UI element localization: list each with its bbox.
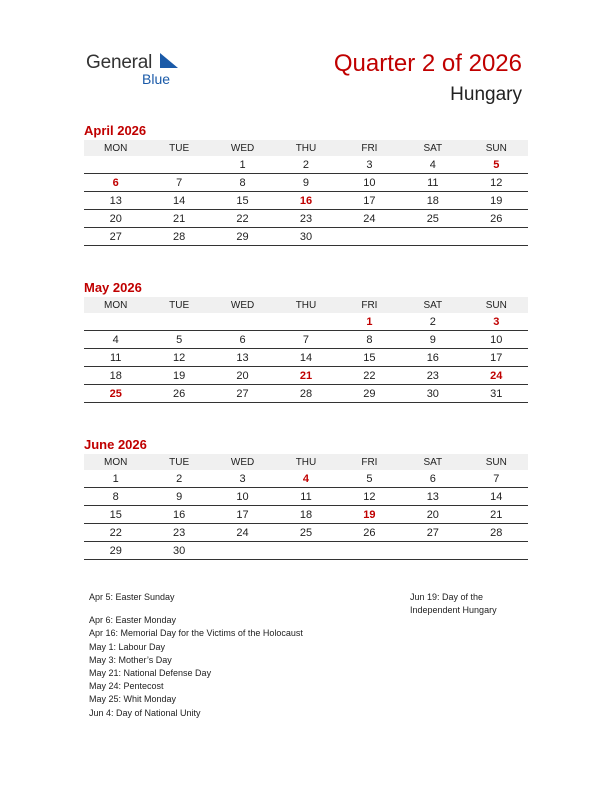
day-cell: 19 xyxy=(338,506,401,524)
day-cell: 4 xyxy=(401,156,464,174)
empty-day-cell xyxy=(465,542,528,560)
week-row xyxy=(84,524,528,542)
day-cell: 20 xyxy=(401,506,464,524)
empty-day-cell xyxy=(274,313,337,331)
day-cell: 22 xyxy=(211,210,274,228)
holiday-note: May 1: Labour Day xyxy=(89,641,166,652)
holiday-note: May 21: National Defense Day xyxy=(89,667,212,678)
day-cell: 26 xyxy=(147,385,210,403)
holiday-notes-list xyxy=(89,591,303,720)
day-cell: 8 xyxy=(338,331,401,349)
day-cell: 11 xyxy=(84,349,147,367)
holiday-note: Apr 6: Easter Monday xyxy=(89,615,177,626)
day-cell: 16 xyxy=(401,349,464,367)
day-cell: 4 xyxy=(274,470,337,488)
day-cell: 22 xyxy=(84,524,147,542)
day-cell: 4 xyxy=(84,331,147,349)
weekday-header: SUN xyxy=(465,454,528,470)
weekday-header: FRI xyxy=(338,297,401,313)
weekday-header: SAT xyxy=(401,454,464,470)
day-cell: 23 xyxy=(274,210,337,228)
day-cell: 25 xyxy=(84,385,147,403)
day-cell: 5 xyxy=(465,156,528,174)
day-cell: 8 xyxy=(211,174,274,192)
weekday-header: SUN xyxy=(465,140,528,156)
empty-day-cell xyxy=(147,156,210,174)
weekday-header: THU xyxy=(274,454,337,470)
holiday-note: Independent Hungary xyxy=(410,605,497,615)
day-cell: 3 xyxy=(211,470,274,488)
day-cell: 3 xyxy=(465,313,528,331)
day-cell: 24 xyxy=(465,367,528,385)
month-title: May 2026 xyxy=(84,280,142,295)
day-cell: 24 xyxy=(211,524,274,542)
weekday-header-row xyxy=(84,140,528,156)
month-title: April 2026 xyxy=(84,123,147,138)
day-cell: 6 xyxy=(84,174,147,192)
weekday-header: FRI xyxy=(338,454,401,470)
weekday-header: SAT xyxy=(401,297,464,313)
day-cell: 5 xyxy=(147,331,210,349)
day-cell: 21 xyxy=(147,210,210,228)
day-cell: 23 xyxy=(401,367,464,385)
day-cell: 22 xyxy=(338,367,401,385)
holiday-note: Apr 16: Memorial Day for the Victims of the Holocaust xyxy=(89,628,303,639)
weekday-header: TUE xyxy=(147,454,210,470)
day-cell: 27 xyxy=(401,524,464,542)
weekday-header: FRI xyxy=(338,140,401,156)
day-cell: 2 xyxy=(147,470,210,488)
day-cell: 7 xyxy=(147,174,210,192)
weekday-header: THU xyxy=(274,297,337,313)
weekday-header: SUN xyxy=(465,297,528,313)
empty-day-cell xyxy=(147,313,210,331)
weekday-header: MON xyxy=(84,454,147,470)
month-title: June 2026 xyxy=(84,437,147,452)
holiday-note: Jun 4: Day of National Unity xyxy=(89,707,201,718)
calendar-table xyxy=(84,140,528,246)
empty-day-cell xyxy=(84,313,147,331)
holiday-notes-right xyxy=(410,591,530,617)
day-cell: 17 xyxy=(338,192,401,210)
empty-day-cell xyxy=(465,228,528,246)
day-cell: 10 xyxy=(465,331,528,349)
empty-day-cell xyxy=(211,313,274,331)
page-title: Quarter 2 of 2026 xyxy=(333,50,522,77)
day-cell: 12 xyxy=(465,174,528,192)
week-row xyxy=(84,367,528,385)
week-row xyxy=(84,488,528,506)
day-cell: 1 xyxy=(338,313,401,331)
day-cell: 16 xyxy=(274,192,337,210)
weekday-header-row xyxy=(84,454,528,470)
weekday-header: WED xyxy=(211,140,274,156)
logo-blue-text: Blue xyxy=(142,71,171,87)
week-row xyxy=(84,331,528,349)
week-row xyxy=(84,228,528,246)
calendar-table xyxy=(84,454,528,560)
day-cell: 30 xyxy=(274,228,337,246)
day-cell: 7 xyxy=(274,331,337,349)
week-row xyxy=(84,470,528,488)
logo-general-text: General xyxy=(86,52,153,73)
day-cell: 2 xyxy=(401,313,464,331)
day-cell: 24 xyxy=(338,210,401,228)
day-cell: 25 xyxy=(401,210,464,228)
day-cell: 14 xyxy=(465,488,528,506)
weekday-header: TUE xyxy=(147,140,210,156)
day-cell: 17 xyxy=(465,349,528,367)
day-cell: 15 xyxy=(211,192,274,210)
day-cell: 6 xyxy=(211,331,274,349)
empty-day-cell xyxy=(211,542,274,560)
week-row xyxy=(84,192,528,210)
holiday-note: May 25: Whit Monday xyxy=(89,694,177,705)
holiday-note: May 3: Mother’s Day xyxy=(89,654,172,665)
day-cell: 8 xyxy=(84,488,147,506)
day-cell: 21 xyxy=(465,506,528,524)
week-row xyxy=(84,506,528,524)
day-cell: 20 xyxy=(84,210,147,228)
holiday-note: Jun 19: Day of the xyxy=(410,592,484,602)
day-cell: 5 xyxy=(338,470,401,488)
weekday-header: THU xyxy=(274,140,337,156)
empty-day-cell xyxy=(274,542,337,560)
weekday-header: WED xyxy=(211,297,274,313)
day-cell: 7 xyxy=(465,470,528,488)
day-cell: 3 xyxy=(338,156,401,174)
weekday-header: MON xyxy=(84,140,147,156)
day-cell: 2 xyxy=(274,156,337,174)
month-june xyxy=(84,436,528,560)
day-cell: 23 xyxy=(147,524,210,542)
day-cell: 1 xyxy=(84,470,147,488)
day-cell: 9 xyxy=(274,174,337,192)
day-cell: 27 xyxy=(84,228,147,246)
day-cell: 18 xyxy=(274,506,337,524)
empty-day-cell xyxy=(401,228,464,246)
day-cell: 27 xyxy=(211,385,274,403)
day-cell: 30 xyxy=(401,385,464,403)
day-cell: 29 xyxy=(338,385,401,403)
day-cell: 14 xyxy=(147,192,210,210)
month-may xyxy=(84,279,528,403)
day-cell: 12 xyxy=(338,488,401,506)
day-cell: 19 xyxy=(465,192,528,210)
day-cell: 25 xyxy=(274,524,337,542)
day-cell: 26 xyxy=(338,524,401,542)
weekday-header-row xyxy=(84,297,528,313)
day-cell: 13 xyxy=(84,192,147,210)
day-cell: 13 xyxy=(401,488,464,506)
country-name: Hungary xyxy=(450,84,522,105)
day-cell: 10 xyxy=(211,488,274,506)
empty-day-cell xyxy=(84,156,147,174)
day-cell: 14 xyxy=(274,349,337,367)
day-cell: 21 xyxy=(274,367,337,385)
day-cell: 29 xyxy=(84,542,147,560)
day-cell: 18 xyxy=(84,367,147,385)
logo-triangle-icon xyxy=(158,53,180,71)
weekday-header: MON xyxy=(84,297,147,313)
day-cell: 18 xyxy=(401,192,464,210)
day-cell: 6 xyxy=(401,470,464,488)
empty-day-cell xyxy=(338,228,401,246)
empty-day-cell xyxy=(338,542,401,560)
day-cell: 9 xyxy=(401,331,464,349)
empty-day-cell xyxy=(401,542,464,560)
day-cell: 20 xyxy=(211,367,274,385)
day-cell: 31 xyxy=(465,385,528,403)
week-row xyxy=(84,542,528,560)
month-april xyxy=(84,122,528,246)
weekday-header: TUE xyxy=(147,297,210,313)
day-cell: 29 xyxy=(211,228,274,246)
week-row xyxy=(84,385,528,403)
day-cell: 9 xyxy=(147,488,210,506)
day-cell: 15 xyxy=(84,506,147,524)
day-cell: 19 xyxy=(147,367,210,385)
holiday-note: Apr 5: Easter Sunday xyxy=(89,592,175,602)
day-cell: 1 xyxy=(211,156,274,174)
weekday-header: SAT xyxy=(401,140,464,156)
day-cell: 15 xyxy=(338,349,401,367)
day-cell: 26 xyxy=(465,210,528,228)
day-cell: 30 xyxy=(147,542,210,560)
holiday-note: May 24: Pentecost xyxy=(89,681,164,692)
day-cell: 13 xyxy=(211,349,274,367)
week-row xyxy=(84,156,528,174)
day-cell: 28 xyxy=(274,385,337,403)
day-cell: 12 xyxy=(147,349,210,367)
day-cell: 11 xyxy=(274,488,337,506)
day-cell: 11 xyxy=(401,174,464,192)
day-cell: 10 xyxy=(338,174,401,192)
generalblue-logo xyxy=(86,52,196,92)
week-row xyxy=(84,210,528,228)
day-cell: 17 xyxy=(211,506,274,524)
week-row xyxy=(84,313,528,331)
calendar-table xyxy=(84,297,528,403)
day-cell: 28 xyxy=(465,524,528,542)
week-row xyxy=(84,349,528,367)
weekday-header: WED xyxy=(211,454,274,470)
day-cell: 28 xyxy=(147,228,210,246)
day-cell: 16 xyxy=(147,506,210,524)
week-row xyxy=(84,174,528,192)
